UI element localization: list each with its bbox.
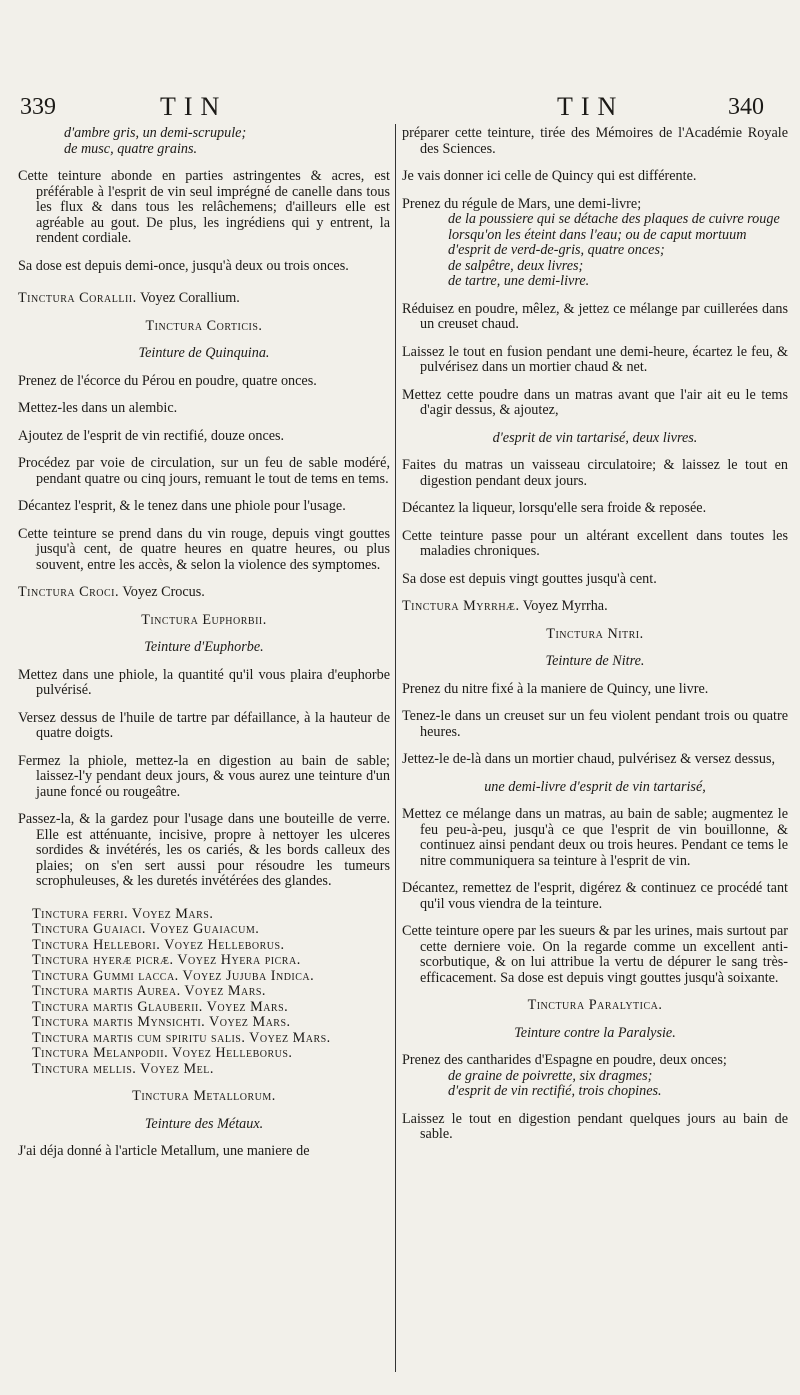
entry-term: Tinctura Corallii. (18, 290, 137, 306)
entry-heading: Tinctura Euphorbii. (141, 611, 267, 628)
paragraph: Mettez cette poudre dans un matras avant que l'air ait eu le tems d'agir dessus, & ajoutez, (402, 386, 788, 418)
paragraph: Je vais donner ici celle de Quincy qui est différente. (402, 168, 697, 184)
paragraph: préparer cette teinture, tirée des Mémoires de l'Académie Royale des Sciences. (402, 125, 788, 157)
paragraph: Ajoutez de l'esprit de vin rectifié, douze onces. (18, 427, 285, 444)
paragraph: Prenez de l'écorce du Pérou en poudre, quatre onces. (18, 372, 317, 389)
paragraph: Procédez par voie de circulation, sur un feu de sable modéré, pendant quatre ou cinq jours, remuant le tout de tems en tems. (18, 455, 390, 487)
paragraph: Décantez la liqueur, lorsqu'elle sera froide & reposée. (402, 500, 707, 516)
right-column (402, 126, 788, 1143)
entry-heading: Tinctura Corticis. (145, 317, 263, 334)
entry-term: Tinctura Myrrhæ. (402, 598, 520, 614)
reference-line: Tinctura martis Mynsichti. Voyez Mars. (32, 1014, 291, 1030)
reference-line: Tinctura martis Aurea. Voyez Mars. (32, 983, 266, 999)
paragraph: Cette teinture passe pour un altérant excellent dans toutes les maladies chroniques. (402, 527, 788, 559)
cross-reference (18, 585, 390, 601)
paragraph: Faites du matras un vaisseau circulatoire; & laissez le tout en digestion pendant deux jours. (402, 457, 788, 489)
reference-line: Tinctura martis cum spiritu salis. Voyez Mars. (32, 1029, 331, 1046)
cross-reference (18, 291, 390, 307)
paragraph: Prenez du régule de Mars, une demi-livre; (402, 195, 642, 212)
cross-reference (402, 599, 788, 615)
paragraph: Laissez le tout en digestion pendant quelques jours au bain de sable. (402, 1110, 788, 1142)
reference-line: Tinctura hyeræ picræ. Voyez Hyera picra. (32, 952, 301, 968)
page-header (0, 92, 800, 126)
paragraph: Cette teinture abonde en parties astringentes & acres, est préférable à l'esprit de vin seul imprégné de canelle dans tous les flux & dans tous les relâchemens; d'ailleurs elle est agréable au gout. De plus, les ingrédiens qui y entrent, la rendent cordiale. (18, 168, 390, 246)
paragraph: Laissez le tout en fusion pendant une demi-heure, écartez le feu, & pulvérisez dans un mortier chaud & net. (402, 343, 788, 375)
left-page-number: 339 (20, 94, 56, 120)
reference-line: Tinctura Guaiaci. Voyez Guaiacum. (32, 921, 260, 937)
entry-subheading: Teinture de Nitre. (545, 653, 645, 669)
paragraph: Sa dose est depuis demi-once, jusqu'à deux ou trois onces. (18, 257, 349, 274)
paragraph: Versez dessus de l'huile de tartre par défaillance, à la hauteur de quatre doigts. (18, 709, 390, 741)
reference-line: Tinctura Hellebori. Voyez Helleborus. (32, 936, 285, 953)
recipe-line: d'ambre gris, un demi-scrupule; (64, 125, 247, 141)
paragraph: Décantez l'esprit, & le tenez dans une phiole pour l'usage. (18, 498, 346, 514)
reference-line: Tinctura Melanpodii. Voyez Helleborus. (32, 1045, 293, 1061)
see-reference: Voyez Crocus. (122, 584, 205, 600)
right-running-head: TIN (557, 92, 625, 121)
paragraph: Sa dose est depuis vingt gouttes jusqu'à cent. (402, 570, 657, 587)
recipe-line: d'esprit de vin rectifié, trois chopines. (448, 1083, 662, 1099)
entry-term: Tinctura Croci. (18, 584, 120, 600)
paragraph: Prenez du nitre fixé à la maniere de Quincy, une livre. (402, 680, 709, 697)
paragraph: Cette teinture se prend dans du vin rouge, depuis vingt gouttes jusqu'à cent, de quatre heures en quatre heures, ou plus souvent, entre les accès, & selon la violence des symptomes. (18, 525, 390, 573)
reference-line: Tinctura ferri. Voyez Mars. (32, 905, 214, 922)
entry-subheading: Teinture des Métaux. (144, 1115, 264, 1132)
see-reference: Voyez Corallium. (139, 290, 240, 306)
entry-heading: Tinctura Nitri. (546, 625, 644, 642)
paragraph: Jettez-le de-là dans un mortier chaud, pulvérisez & versez dessus, (402, 751, 776, 767)
paragraph: Réduisez en poudre, mêlez, & jettez ce mélange par cuillerées dans un creuset chaud. (402, 300, 788, 332)
paragraph: Prenez des cantharides d'Espagne en poudre, deux onces; (402, 1052, 727, 1068)
reference-line: Tinctura martis Glauberii. Voyez Mars. (32, 998, 289, 1015)
paragraph: J'ai déja donné à l'article Metallum, une maniere de (18, 1143, 310, 1159)
column-divider (395, 124, 396, 1372)
recipe-line: de salpêtre, deux livres; (448, 257, 584, 274)
left-running-head: TIN (160, 92, 228, 121)
paragraph: Mettez ce mélange dans un matras, au bain de sable; augmentez le feu peu-à-peu, jusqu'à ce que l'esprit de vin bouillonne, & continuez ainsi pendant deux ou trois heures. Pendant ce tems le nitre communiquera sa teinture à l'esprit de vin. (402, 806, 788, 869)
paragraph: Mettez-les dans un alembic. (18, 400, 178, 416)
entry-heading: Tinctura Paralytica. (527, 997, 663, 1013)
recipe-line: de la poussiere qui se détache des plaques de cuivre rouge lorsqu'on les éteint dans l'eau; ou de caput mortuum d'esprit de verd-de-gris, quatre onces; (448, 211, 780, 258)
entry-subheading: Teinture contre la Paralysie. (514, 1024, 676, 1041)
entry-subheading: Teinture d'Euphorbe. (144, 639, 264, 655)
paragraph: Cette teinture opere par les sueurs & par les urines, mais surtout par cette derniere voie. On la regarde comme un excellent anti-scorbutique, & on lui attribue la vertu de dépurer le sang très-efficacement. Sa dose est depuis vingt gouttes jusqu'à soixante. (402, 923, 788, 986)
recipe-line: d'esprit de vin tartarisé, deux livres. (492, 429, 698, 446)
see-reference: Voyez Myrrha. (522, 598, 608, 614)
paragraph: Mettez dans une phiole, la quantité qu'il vous plaira d'euphorbe pulvérisé. (18, 666, 390, 698)
reference-line: Tinctura Gummi lacca. Voyez Jujuba Indica. (32, 967, 315, 984)
right-page-number: 340 (728, 94, 764, 120)
paragraph: Fermez la phiole, mettez-la en digestion au bain de sable; laissez-l'y pendant deux jours, & vous aurez une teinture d'un jaune foncé ou rougeâtre. (18, 752, 390, 800)
paragraph: Tenez-le dans un creuset sur un feu violent pendant trois ou quatre heures. (402, 708, 788, 740)
entry-subheading: Teinture de Quinquina. (138, 345, 270, 361)
left-column (18, 126, 390, 1160)
recipe-line: de tartre, une demi-livre. (448, 273, 590, 289)
recipe-line: de musc, quatre grains. (64, 140, 198, 157)
recipe-line: de graine de poivrette, six dragmes; (448, 1067, 653, 1084)
reference-line: Tinctura mellis. Voyez Mel. (32, 1060, 214, 1077)
paragraph: Passez-la, & la gardez pour l'usage dans une bouteille de verre. Elle est atténuante, incisive, propre à nettoyer les ulceres sordides & invétérés, les os cariés, & les bords calleux des plaies; on s'en sert aussi pour résoudre les tumeurs scrophuleuses, & les duretés invétérées des glandes. (18, 811, 390, 889)
recipe-line: une demi-livre d'esprit de vin tartarisé, (484, 778, 706, 795)
entry-heading: Tinctura Metallorum. (132, 1088, 276, 1104)
paragraph: Décantez, remettez de l'esprit, digérez & continuez ce procédé tant qu'il vous viendra de la teinture. (402, 880, 788, 912)
